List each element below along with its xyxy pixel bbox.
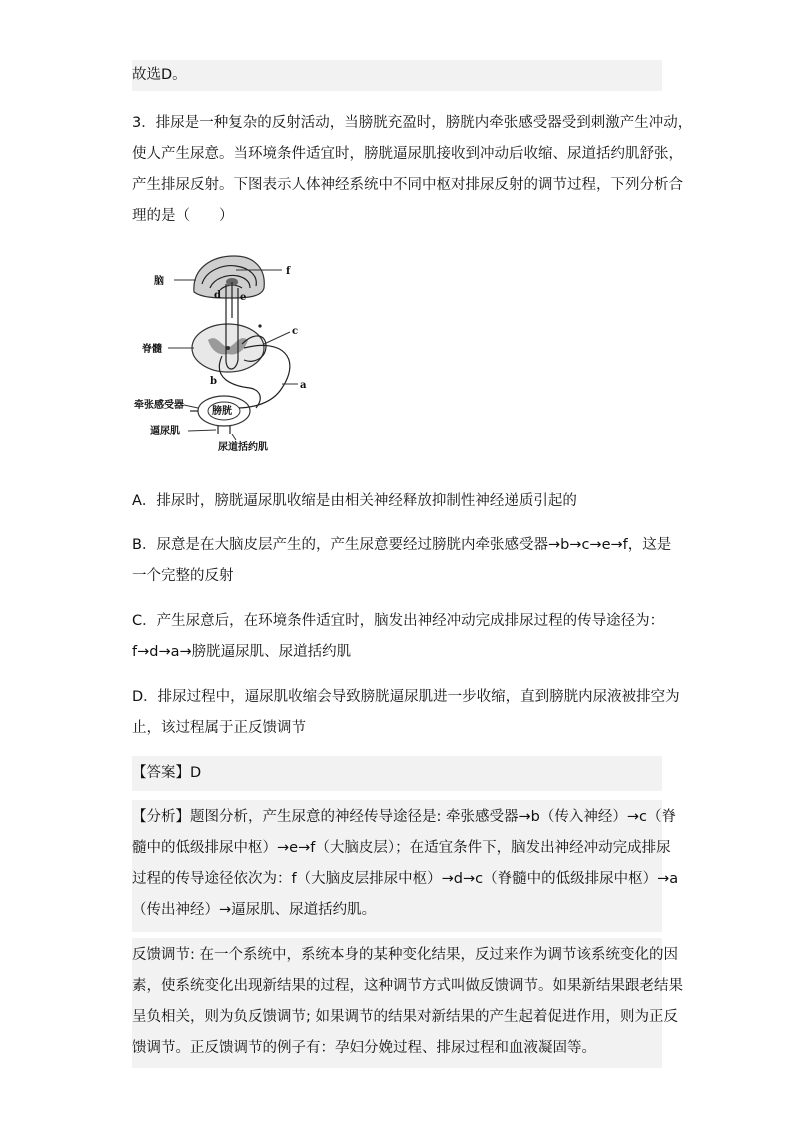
reflex-diagram <box>132 248 332 458</box>
option-c: C．产生尿意后，在环境条件适宜时，脑发出神经冲动完成排尿过程的传导途径为： f→d→a→膀胱逼尿肌、尿道括约肌 <box>132 613 665 660</box>
label-detrusor: 逼尿肌 <box>150 426 180 437</box>
label-d: d <box>214 290 221 301</box>
spinal-cord-illustration <box>192 324 264 372</box>
label-a: a <box>300 380 307 391</box>
label-spinal: 脊髓 <box>142 344 162 355</box>
label-f: f <box>286 266 291 277</box>
label-b: b <box>210 376 217 387</box>
question-line: 3．排尿是一种复杂的反射活动，当膀胱充盈时，膀胱内牵张感受器受到刺激产生冲动， <box>132 115 693 131</box>
prev-conclusion: 故选D。 <box>132 60 662 91</box>
label-c: c <box>292 326 299 337</box>
question-line: 使人产生尿意。当环境条件适宜时，膀胱逼尿肌接收到冲动后收缩、尿道括约肌舒张， <box>132 146 683 162</box>
brain-illustration <box>194 256 264 298</box>
question-line: 理的是（ ） <box>132 208 234 224</box>
option-b: B．尿意是在大脑皮层产生的，产生尿意要经过膀胱内牵张感受器→b→c→e→f，这是 一个完整的反射 <box>132 537 672 584</box>
question-stem <box>132 108 693 232</box>
analysis: 【分析】题图分析，产生尿意的神经传导途径是: 牵张感受器→b（传入神经）→c（脊 髓中的低级排尿中枢）→e→f（大脑皮层）；在适宜条件下，脑发出神经冲动完成排尿 过程的传导途径依次为：f（大脑皮层排尿中枢）→d→c（脊髓中的低级排尿中枢）→a （传出神经）→逼尿肌、尿道括约肌。 <box>132 800 662 932</box>
label-receptor: 牵张感受器 <box>134 400 184 411</box>
label-e: e <box>240 292 247 303</box>
option-a: A．排尿时，膀胱逼尿肌收缩是由相关神经释放抑制性神经递质引起的 <box>132 493 577 509</box>
label-bladder: 膀胱 <box>212 406 232 417</box>
option-d: D．排尿过程中，逼尿肌收缩会导致膀胱逼尿肌进一步收缩，直到膀胱内尿液被排空为 止，该过程属于正反馈调节 <box>132 689 680 736</box>
answer: 【答案】D <box>132 756 662 791</box>
feedback-explanation: 反馈调节: 在一个系统中，系统本身的某种变化结果，反过来作为调节该系统变化的因 素，使系统变化出现新结果的过程，这种调节方式叫做反馈调节。如果新结果跟老结果 呈负相关，则为负反馈调节; 如果调节的结果对新结果的产生起着促进作用，则为正反 馈调节。正反馈调节的例子有：孕妇分娩过程、排尿过程和血液凝固等。 <box>132 938 662 1068</box>
label-sphincter: 尿道括约肌 <box>218 442 268 453</box>
question-line: 产生排尿反射。下图表示人体神经系统中不同中枢对排尿反射的调节过程，下列分析合 <box>132 177 683 193</box>
label-brain: 脑 <box>154 276 164 287</box>
